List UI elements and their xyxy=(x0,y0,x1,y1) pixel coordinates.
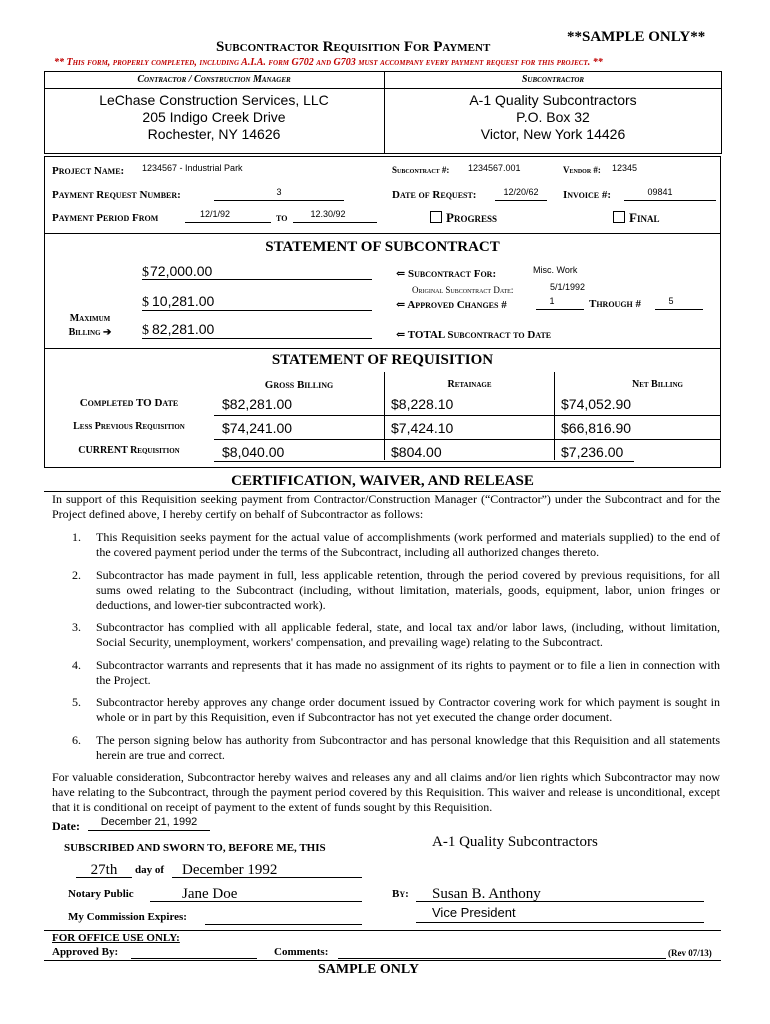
revision-label: (Rev 07/13) xyxy=(668,948,712,958)
subcontract-for-label: ⇐ Subcontract For: xyxy=(396,268,497,280)
previous-gross-value: 74,241.00 xyxy=(229,420,293,436)
through-label: Through # xyxy=(589,298,642,310)
project-name-field[interactable]: 1234567 - Industrial Park xyxy=(142,163,243,173)
current-gross-currency: $ xyxy=(222,444,230,460)
signer-name-field[interactable]: Susan B. Anthony xyxy=(432,886,541,902)
certification-intro: In support of this Requisition seeking payment from Contractor/Construction Manager (“Contractor”) under the Subcontract and for the Project defined above, I hereby certify on behalf of Subcontractor as follows: xyxy=(52,492,720,521)
max-billing-amount-value: 82,281.00 xyxy=(152,321,215,337)
certification-item-5: Subcontractor hereby approves any change order document issued by Contractor covering work for which payment is sought in whole or in part by this Requisition, even if Subcontractor has not yet executed the change order document. xyxy=(96,695,720,724)
progress-label: Progress xyxy=(446,210,497,225)
contractor-name: LeChase Construction Services, LLC xyxy=(99,92,329,108)
row-current-gross[interactable] xyxy=(222,444,284,460)
certification-heading: CERTIFICATION, WAIVER, AND RELEASE xyxy=(231,473,534,489)
row-current-retainage[interactable] xyxy=(391,444,442,460)
row-current-net[interactable] xyxy=(561,444,623,460)
commission-expires-field xyxy=(205,924,362,925)
subcontract-no-field[interactable]: 1234567.001 xyxy=(468,163,521,173)
row-previous-line xyxy=(214,439,720,440)
subcontractor-address-line2: Victor, New York 14426 xyxy=(480,126,626,142)
signature-date-field[interactable]: December 21, 1992 xyxy=(100,816,198,828)
payment-period-to-label: to xyxy=(276,212,288,224)
row-previous-retainage[interactable] xyxy=(391,420,453,436)
row-previous-net[interactable] xyxy=(561,420,631,436)
max-billing-label-line1: Maximum xyxy=(69,313,111,324)
item-number-6: 6. xyxy=(72,733,81,747)
completed-retainage-currency: $ xyxy=(391,396,399,412)
col-gross-billing: Gross Billing xyxy=(264,379,334,391)
row-completed-label: Completed TO Date xyxy=(79,397,179,409)
changes-amount-value: 10,281.00 xyxy=(152,293,215,309)
contractor-address-line1: 205 Indigo Creek Drive xyxy=(142,109,286,125)
certification-item-4: Subcontractor warrants and represents that it has made no assignment of its rights to payment or to file a lien in connection with the Project. xyxy=(96,658,720,687)
approved-by-label: Approved By: xyxy=(52,946,119,958)
subcontractor-heading: Subcontractor xyxy=(521,74,585,85)
day-of-label: day of xyxy=(135,864,165,876)
invoice-no-label: Invoice #: xyxy=(563,189,612,201)
sworn-label: SUBSCRIBED AND SWORN TO, BEFORE ME, THIS xyxy=(64,842,326,854)
office-use-label: FOR OFFICE USE ONLY: xyxy=(52,932,180,944)
original-date-label: Original Subcontract Date: xyxy=(412,285,514,295)
subcontractor-address-line1: P.O. Box 32 xyxy=(516,109,590,125)
item-number-4: 4. xyxy=(72,658,81,672)
progress-checkbox[interactable] xyxy=(430,210,497,226)
comments-field[interactable] xyxy=(338,958,666,959)
notary-name-field[interactable]: Jane Doe xyxy=(182,886,238,902)
payment-request-label: Payment Request Number: xyxy=(52,189,181,201)
certification-item-1: This Requisition seeks payment for the actual value of accomplishments (work performed and materials supplied) to the end of the covered payment period under the terms of the Subcontract, including all authorized changes thereto. xyxy=(96,530,720,559)
sworn-day-field[interactable]: 27th xyxy=(90,862,118,878)
col-retainage: Retainage xyxy=(447,379,492,390)
period-to-underline xyxy=(293,222,377,223)
item-number-3: 3. xyxy=(72,620,81,634)
completed-net-value: 74,052.90 xyxy=(568,396,632,412)
invoice-no-underline xyxy=(624,200,716,201)
changes-through-underline xyxy=(655,309,703,310)
row-completed-net[interactable] xyxy=(561,396,631,412)
changes-from-field[interactable]: 1 xyxy=(549,296,555,306)
signer-title-underline xyxy=(416,922,704,923)
payment-request-underline xyxy=(214,200,344,201)
changes-through-field[interactable]: 5 xyxy=(668,296,674,306)
signer-title-field[interactable]: Vice President xyxy=(432,905,516,920)
contractor-address-line2: Rochester, NY 14626 xyxy=(147,126,281,142)
row-completed-gross[interactable] xyxy=(222,396,292,412)
period-from-field[interactable]: 12/1/92 xyxy=(199,209,231,219)
waiver-paragraph: For valuable consideration, Subcontractor hereby waives and releases any and all claims and/or lien rights which Subcontractor may now have relating to the Subcontract, through the payment period covered by this Requisition. This waiver and release is unconditional, except that it is conditional on receipt of payment to the extent of funds sought by this Requisition. xyxy=(52,770,720,814)
sample-only-bottom: SAMPLE ONLY xyxy=(318,962,420,977)
date-underline xyxy=(88,830,210,831)
certification-item-3: Subcontractor has complied with all applicable federal, state, and local tax and/or labor laws, (including, without limitation, Social Security, unemployment, workers' compensation, and prevailing wage) relating to the Subcontract. xyxy=(96,620,720,649)
row-completed-line xyxy=(214,415,720,416)
approved-by-field[interactable] xyxy=(131,958,257,959)
project-name-label: Project Name: xyxy=(52,165,125,177)
footer-bottom-line xyxy=(44,960,721,961)
item-number-2: 2. xyxy=(72,568,81,582)
completed-net-currency: $ xyxy=(561,396,569,412)
statement-requisition-heading: STATEMENT OF REQUISITION xyxy=(271,352,494,368)
subcontractor-name: A-1 Quality Subcontractors xyxy=(469,92,637,108)
changes-from-underline xyxy=(536,309,584,310)
changes-amount-currency: $ xyxy=(142,295,149,310)
row-current-label: CURRENT Requisition xyxy=(78,445,180,456)
previous-gross-currency: $ xyxy=(222,420,230,436)
date-of-request-underline xyxy=(495,200,547,201)
certification-section-line xyxy=(44,467,721,468)
certification-item-2: Subcontractor has made payment in full, less applicable retention, through the period covered by previous requisitions, for all sums owed relating to the Subcontract (including, without limitation, materials, goods, equipment, labor, union fringes or deductions, and lower-tier subcontracted work). xyxy=(96,568,720,612)
date-label: Date: xyxy=(52,819,80,833)
form-title: Subcontractor Requisition For Payment xyxy=(216,39,491,55)
current-net-currency: $ xyxy=(561,444,569,460)
parties-header-line xyxy=(44,88,721,89)
max-billing-label-line2: Billing ➔ xyxy=(68,327,112,338)
row-previous-label: Less Previous Requisition xyxy=(73,421,185,432)
progress-checkbox-box[interactable] xyxy=(430,211,442,223)
current-net-value: 7,236.00 xyxy=(568,444,624,460)
subcontract-amount-underline xyxy=(142,279,372,280)
row-completed-retainage[interactable] xyxy=(391,396,453,412)
item-number-5: 5. xyxy=(72,695,81,709)
changes-amount-underline xyxy=(142,310,372,311)
current-retainage-currency: $ xyxy=(391,444,399,460)
current-retainage-value: 804.00 xyxy=(398,444,442,460)
by-label: By: xyxy=(392,888,409,900)
contractor-heading: Contractor / Construction Manager xyxy=(137,74,291,85)
approved-changes-label: ⇐ Approved Changes # xyxy=(396,299,507,311)
final-checkbox[interactable] xyxy=(613,210,659,226)
date-of-request-field[interactable]: 12/20/62 xyxy=(503,187,539,197)
original-date-field[interactable]: 5/1/1992 xyxy=(550,282,586,292)
previous-net-value: 66,816.90 xyxy=(568,420,632,436)
sworn-month-year-field[interactable]: December 1992 xyxy=(182,862,278,878)
footer-top-line xyxy=(44,930,721,931)
row-current-line xyxy=(214,461,634,462)
col-net-billing: Net Billing xyxy=(631,379,683,390)
item-number-1: 1. xyxy=(72,530,81,544)
total-subcontract-label: ⇐ TOTAL Subcontract to Date xyxy=(396,329,552,341)
max-billing-underline xyxy=(142,338,372,339)
changes-amount-field[interactable] xyxy=(142,293,214,311)
final-checkbox-box[interactable] xyxy=(613,211,625,223)
max-billing-currency: $ xyxy=(142,323,149,338)
project-top-line xyxy=(44,156,721,157)
subcontract-amount-currency: $ xyxy=(142,265,149,280)
date-of-request-label: Date of Request: xyxy=(392,189,477,201)
signing-company: A-1 Quality Subcontractors xyxy=(432,834,598,850)
payment-request-field[interactable]: 3 xyxy=(276,187,282,197)
vendor-no-field[interactable]: 12345 xyxy=(612,163,638,173)
certification-item-6: The person signing below has authority from Subcontractor and has personal knowledge that this Requisition and all statements herein are true and correct. xyxy=(96,733,720,762)
statement-subcontract-heading: STATEMENT OF SUBCONTRACT xyxy=(265,239,500,255)
current-gross-value: 8,040.00 xyxy=(229,444,285,460)
payment-period-from-label: Payment Period From xyxy=(52,212,159,224)
sample-only-top: **SAMPLE ONLY** xyxy=(567,29,706,45)
notary-public-label: Notary Public xyxy=(68,888,134,900)
final-label: Final xyxy=(629,210,660,225)
vendor-no-label: Vendor #: xyxy=(563,165,601,175)
row-previous-gross[interactable] xyxy=(222,420,292,436)
period-to-field[interactable]: 12.30/92 xyxy=(310,209,346,219)
completed-gross-currency: $ xyxy=(222,396,230,412)
period-from-underline xyxy=(185,222,271,223)
subcontract-amount-value: 72,000.00 xyxy=(150,263,213,279)
max-billing-amount-field[interactable] xyxy=(142,321,214,339)
subcontract-section-line xyxy=(44,233,721,234)
completed-gross-value: 82,281.00 xyxy=(229,396,293,412)
previous-net-currency: $ xyxy=(561,420,569,436)
previous-retainage-currency: $ xyxy=(391,420,399,436)
previous-retainage-value: 7,424.10 xyxy=(398,420,454,436)
form-notice: ** This form, properly completed, including A.I.A. form G702 and G703 must accompany every payment request for this project. ** xyxy=(54,57,603,68)
commission-expires-label: My Commission Expires: xyxy=(68,911,187,923)
subcontract-for-field[interactable]: Misc. Work xyxy=(533,265,578,275)
comments-label: Comments: xyxy=(274,946,329,958)
subcontract-no-label: Subcontract #: xyxy=(392,165,450,175)
requisition-section-line xyxy=(44,348,721,349)
invoice-no-field[interactable]: 09841 xyxy=(647,187,673,197)
completed-retainage-value: 8,228.10 xyxy=(398,396,454,412)
